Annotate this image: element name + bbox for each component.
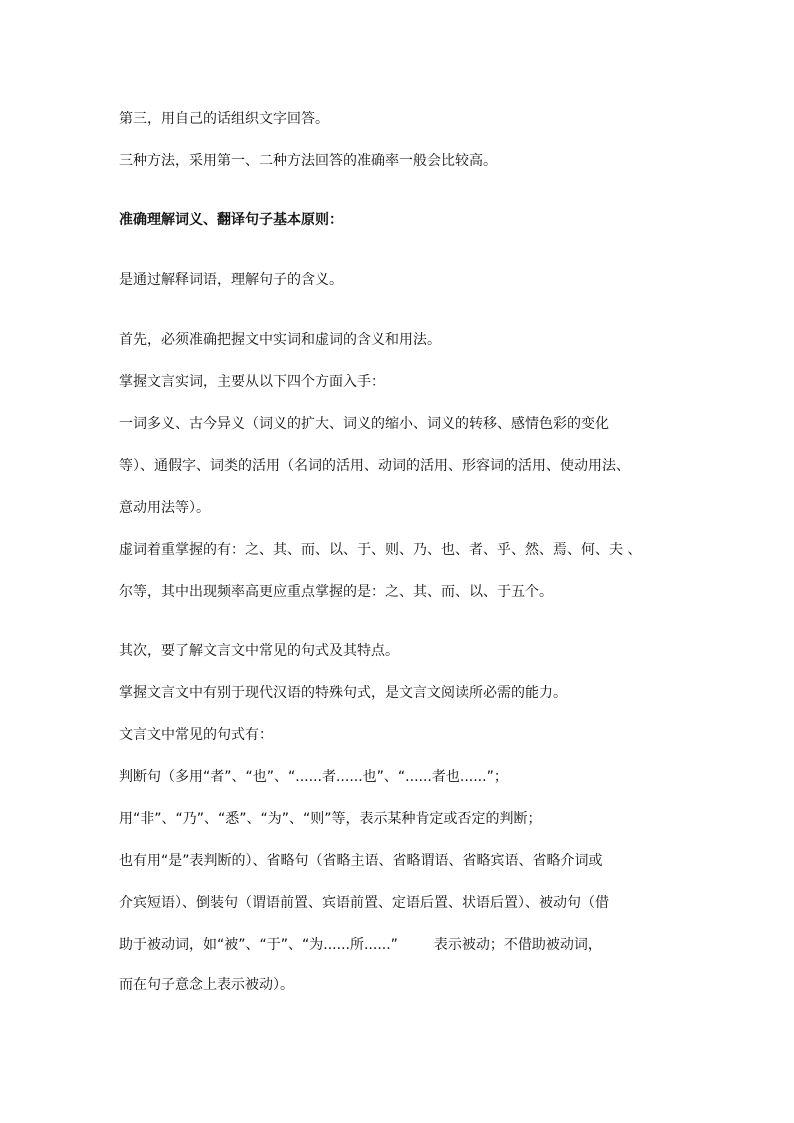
text-line: 用“非”、“乃”、“悉”、“为”、“则”等，表示某种肯定或否定的判断； <box>119 811 542 827</box>
text-line: 首先，必须准确把握文中实词和虚词的含义和用法。 <box>119 332 441 348</box>
text-line: 尔等，其中出现频率高更应重点掌握的是：之、其、而、以、于五个。 <box>119 584 553 600</box>
text-line: 而在句子意念上表示被动）。 <box>119 977 294 993</box>
text-line <box>119 936 602 954</box>
text-line: 一词多义、古今异义（词义的扩大、词义的缩小、词义的转移、感情色彩的变化 <box>119 416 609 432</box>
text-line: 介宾短语）、倒装句（谓语前置、宾语前置、定语后置、状语后置）、被动句（借 <box>119 895 609 911</box>
text-line: 是通过解释词语，理解句子的含义。 <box>119 272 343 288</box>
section-heading: 准确理解词义、翻译句子基本原则： <box>119 212 343 228</box>
text-line: 意动用法等）。 <box>119 500 210 516</box>
text-line: 文言文中常见的句式有： <box>119 727 273 743</box>
text-line: 虚词着重掌握的有：之、其、而、以、于、则、乃、也、者、乎、然、焉、何、夫 、 <box>119 542 642 558</box>
text-line: 三种方法，采用第一、二种方法回答的准确率一般会比较高。 <box>119 153 497 169</box>
text-segment: 助于被动词，如“被”、“于”、“为......所......” <box>119 937 398 953</box>
text-line: 其次，要了解文言文中常见的句式及其特点。 <box>119 643 399 659</box>
text-line: 也有用“是”表判断的）、省略句（省略主语、省略谓语、省略宾语、省略介词或 <box>119 853 603 869</box>
text-segment: 表示被动；不借助被动词， <box>433 937 602 953</box>
text-line: 判断句（多用“者”、“也”、“......者......也”、“......者也......”； <box>119 769 508 785</box>
text-line: 等）、通假字、词类的活用（名词的活用、动词的活用、形容词的活用、使动用法、 <box>119 458 630 474</box>
text-line: 第三，用自己的话组织文字回答。 <box>119 111 329 127</box>
text-line: 掌握文言实词，主要从以下四个方面入手： <box>119 374 385 390</box>
text-line: 掌握文言文中有别于现代汉语的特殊句式，是文言文阅读所必需的能力。 <box>119 685 567 701</box>
